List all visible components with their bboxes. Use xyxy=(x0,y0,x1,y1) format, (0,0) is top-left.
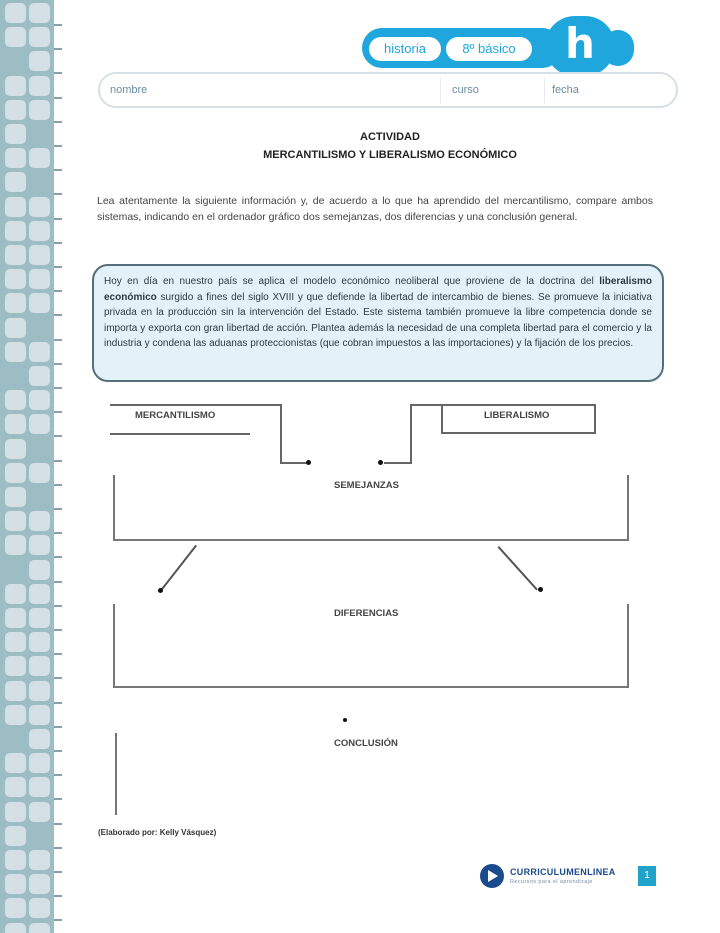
page-number: 1 xyxy=(638,866,656,886)
decorative-cell xyxy=(29,656,50,676)
conclusion-label: CONCLUSIÓN xyxy=(334,738,398,749)
decorative-cell xyxy=(5,439,26,459)
decorative-cell xyxy=(29,729,50,749)
decorative-tick xyxy=(54,218,62,220)
decorative-cell xyxy=(5,826,26,846)
decorative-cell xyxy=(5,511,26,531)
decorative-cell xyxy=(29,342,50,362)
decorative-cell xyxy=(29,27,50,47)
decorative-cell xyxy=(5,197,26,217)
decorative-cell xyxy=(5,342,26,362)
decorative-cell xyxy=(29,705,50,725)
left-arrowhead-icon xyxy=(306,460,311,465)
decorative-cell xyxy=(5,608,26,628)
decorative-cell xyxy=(5,487,26,507)
left-concept-bottom-line xyxy=(110,433,250,435)
student-info-bar xyxy=(98,72,678,108)
decorative-tick xyxy=(54,435,62,437)
decorative-cell xyxy=(29,100,50,120)
decorative-tick xyxy=(54,919,62,921)
right-concept-label: LIBERALISMO xyxy=(484,410,550,421)
decorative-cell xyxy=(29,584,50,604)
decorative-cell xyxy=(29,269,50,289)
left-diagonal-arrow xyxy=(161,545,197,590)
decorative-cell xyxy=(5,414,26,434)
decorative-cell xyxy=(5,584,26,604)
decorative-cell xyxy=(5,923,26,933)
conclusion-arrowhead-icon xyxy=(343,718,347,722)
info-text-bold: liberalismo económico xyxy=(104,276,652,303)
history-logo-icon: h xyxy=(545,16,615,76)
decorative-cell xyxy=(29,293,50,313)
decorative-tick xyxy=(54,145,62,147)
decorative-cell xyxy=(5,293,26,313)
decorative-cell xyxy=(5,27,26,47)
decorative-tick xyxy=(54,72,62,74)
decorative-tick xyxy=(54,193,62,195)
decorative-cell xyxy=(5,76,26,96)
decorative-tick xyxy=(54,48,62,50)
decorative-cell xyxy=(5,245,26,265)
decorative-tick xyxy=(54,677,62,679)
decorative-cell xyxy=(5,753,26,773)
decorative-cell xyxy=(5,777,26,797)
author-note: (Elaborado por: Kelly Vásquez) xyxy=(98,828,217,837)
decorative-cell xyxy=(5,850,26,870)
decorative-cell xyxy=(5,898,26,918)
decorative-tick xyxy=(54,847,62,849)
decorative-cell xyxy=(5,269,26,289)
right-connector-vertical xyxy=(410,404,412,464)
decorative-cell xyxy=(29,511,50,531)
decorative-cell xyxy=(29,414,50,434)
decorative-tick xyxy=(54,605,62,607)
decorative-cell xyxy=(5,656,26,676)
decorative-tick xyxy=(54,97,62,99)
decorative-tick xyxy=(54,242,62,244)
conclusion-left-line xyxy=(115,733,117,815)
decorative-cell xyxy=(5,681,26,701)
left-connector-horizontal xyxy=(280,462,308,464)
left-concept-top-line xyxy=(110,404,282,406)
decorative-tick xyxy=(54,581,62,583)
decorative-cell xyxy=(5,463,26,483)
decorative-tick xyxy=(54,508,62,510)
decorative-cell xyxy=(5,221,26,241)
divider xyxy=(544,78,545,104)
decorative-tick xyxy=(54,726,62,728)
instructions-text: Lea atentamente la siguiente información y, de acuerdo a lo que ha aprendido del mercantilismo, compare ambos sistemas, indicando en el ordenador gráfico dos semejanzas, dos diferencias y una conclusión general. xyxy=(97,195,653,223)
decorative-cell xyxy=(29,608,50,628)
activity-title: MERCANTILISMO Y LIBERALISMO ECONÓMICO xyxy=(263,149,517,161)
decorative-cell xyxy=(29,463,50,483)
divider xyxy=(440,78,441,104)
decorative-cell xyxy=(5,100,26,120)
decorative-cell xyxy=(5,124,26,144)
info-box xyxy=(92,264,664,382)
decorative-tick xyxy=(54,460,62,462)
decorative-tick xyxy=(54,798,62,800)
decorative-tick xyxy=(54,290,62,292)
play-icon xyxy=(488,870,498,882)
left-connector-vertical xyxy=(280,404,282,464)
decorative-tick xyxy=(54,387,62,389)
decorative-tick xyxy=(54,484,62,486)
decorative-cell xyxy=(29,560,50,580)
decorative-cell xyxy=(29,51,50,71)
decorative-cell xyxy=(29,245,50,265)
differences-label: DIFERENCIAS xyxy=(334,608,399,619)
course-field-label: curso xyxy=(452,84,479,96)
decorative-cell xyxy=(5,874,26,894)
decorative-tick xyxy=(54,823,62,825)
decorative-tick xyxy=(54,895,62,897)
brand-name: CURRICULUMENLINEA xyxy=(510,867,616,877)
decorative-cell xyxy=(29,753,50,773)
decorative-tick xyxy=(54,339,62,341)
right-diagonal-arrowhead-icon xyxy=(538,587,543,592)
decorative-cell xyxy=(29,221,50,241)
name-field-label: nombre xyxy=(110,84,148,96)
right-diagonal-arrow xyxy=(498,546,538,590)
decorative-cell xyxy=(29,390,50,410)
date-field-label: fecha xyxy=(552,84,579,96)
decorative-cell xyxy=(5,390,26,410)
curriculum-play-logo-icon xyxy=(480,864,504,888)
decorative-cell xyxy=(5,172,26,192)
activity-label: ACTIVIDAD xyxy=(360,131,420,143)
decorative-tick xyxy=(54,266,62,268)
grade-tag: 8º básico xyxy=(446,37,532,61)
decorative-cell xyxy=(29,777,50,797)
decorative-cell xyxy=(5,705,26,725)
decorative-tick xyxy=(54,24,62,26)
decorative-cell xyxy=(5,148,26,168)
decorative-cell xyxy=(29,3,50,23)
decorative-cell xyxy=(5,802,26,822)
left-concept-label: MERCANTILISMO xyxy=(135,410,216,421)
decorative-cell xyxy=(29,76,50,96)
decorative-cell xyxy=(29,802,50,822)
right-arrowhead-icon xyxy=(378,460,383,465)
decorative-cell xyxy=(29,850,50,870)
decorative-cell xyxy=(5,318,26,338)
decorative-cell xyxy=(5,3,26,23)
decorative-cell xyxy=(29,366,50,386)
info-text-part2: surgido a fines del siglo XVIII y que defiende la libertad de intercambio de bienes. Se promueve la iniciativa privada en la producción sin la intervención del Estado. Este sistema también promueve la libre competencia donde se importa y exporta con gran libertad de acción. Plantea además la necesidad de una completa libertad para el comercio y la industria y condena las aduanas proteccionistas (que cobran impuestos a las importaciones) y la fijación de los precios. xyxy=(104,291,652,349)
decorative-tick xyxy=(54,774,62,776)
decorative-cell xyxy=(29,535,50,555)
decorative-tick xyxy=(54,363,62,365)
right-connector-top xyxy=(410,404,443,406)
decorative-cell xyxy=(29,874,50,894)
decorative-cell xyxy=(29,197,50,217)
similarities-label: SEMEJANZAS xyxy=(334,480,399,491)
decorative-tick xyxy=(54,169,62,171)
decorative-tick xyxy=(54,702,62,704)
decorative-tick xyxy=(54,556,62,558)
brand-subtitle: Recursos para el aprendizaje xyxy=(510,879,593,885)
decorative-cell xyxy=(5,535,26,555)
decorative-cell xyxy=(29,681,50,701)
decorative-tick xyxy=(54,532,62,534)
decorative-tick xyxy=(54,871,62,873)
right-connector-horizontal xyxy=(384,462,412,464)
decorative-cell xyxy=(29,632,50,652)
decorative-tick xyxy=(54,121,62,123)
left-diagonal-arrowhead-icon xyxy=(158,588,163,593)
decorative-tick xyxy=(54,629,62,631)
info-text-part1: Hoy en día en nuestro país se aplica el modelo económico neoliberal que proviene de la doctrina del xyxy=(104,276,600,287)
decorative-tick xyxy=(54,411,62,413)
decorative-cell xyxy=(5,632,26,652)
decorative-tick xyxy=(54,314,62,316)
subject-tag: historia xyxy=(369,37,441,61)
decorative-cell xyxy=(29,898,50,918)
decorative-tick xyxy=(54,653,62,655)
decorative-tick xyxy=(54,750,62,752)
decorative-cell xyxy=(29,923,50,933)
